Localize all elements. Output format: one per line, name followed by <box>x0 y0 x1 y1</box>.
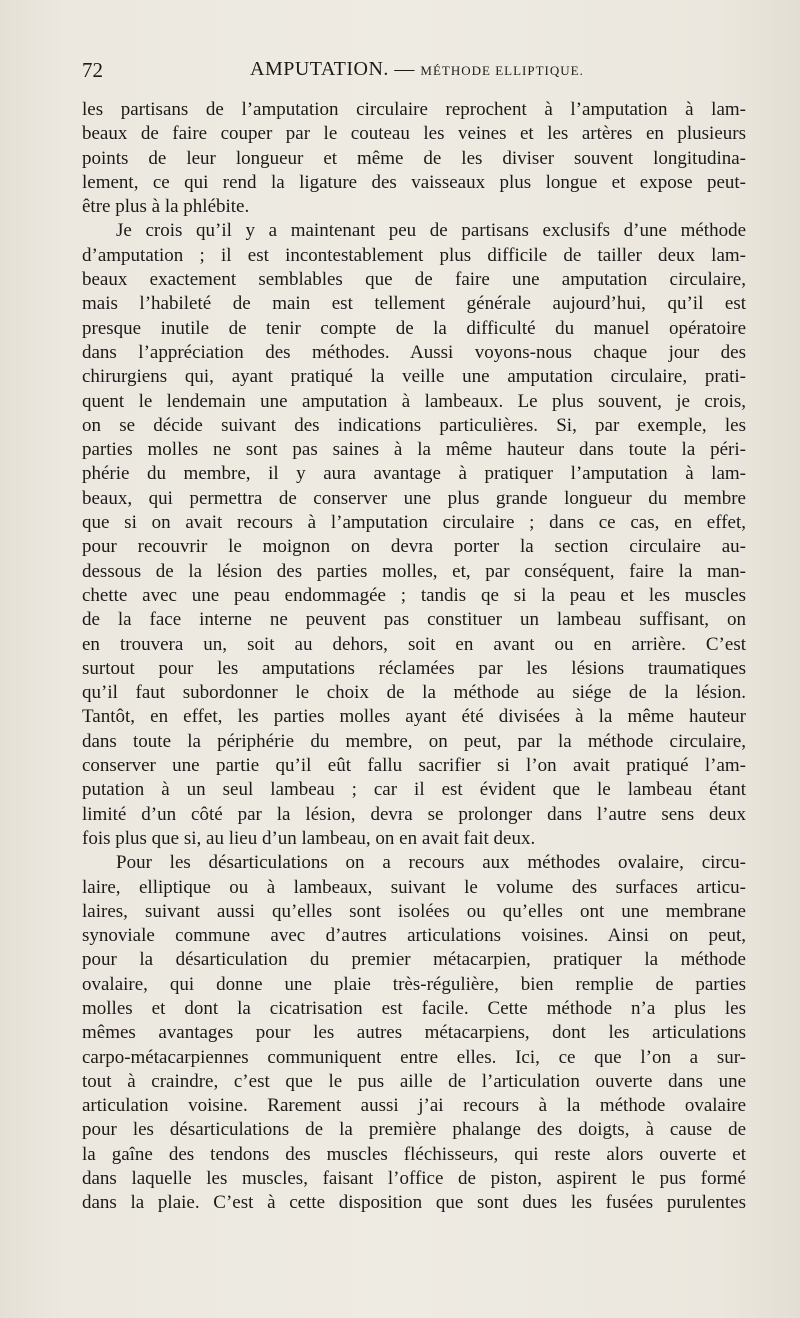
text-line: chirurgiens qui, ayant pratiqué la veille une amputation circulaire, prati- <box>82 366 746 388</box>
text-line: qu’il faut subordonner le choix de la méthode au siége de la lésion. <box>82 682 746 704</box>
text-line: dans laquelle les muscles, faisant l’office de piston, aspirent le pus formé <box>82 1168 746 1190</box>
text-line: dans la plaie. C’est à cette disposition que sont dues les fusées purulentes <box>82 1192 746 1214</box>
text-line: laires, suivant aussi qu’elles sont isolées ou qu’elles ont une membrane <box>82 900 746 922</box>
page-number: 72 <box>82 58 103 82</box>
text-line: chette avec une peau endommagée ; tandis qe si la peau et les muscles <box>82 584 746 606</box>
text-line: beaux, qui permettra de conserver une plus grande longueur du membre <box>82 487 746 509</box>
text-line: points de leur longueur et même de les diviser souvent longitudina- <box>82 147 746 169</box>
text-line: Tantôt, en effet, les parties molles ayant été divisées à la même hauteur <box>82 706 746 728</box>
text-line: d’amputation ; il est incontestablement plus difficile de tailler deux lam- <box>82 244 746 266</box>
text-line: que si on avait recours à l’amputation circulaire ; dans ce cas, en effet, <box>82 512 746 534</box>
text-line: presque inutile de tenir compte de la difficulté du manuel opératoire <box>82 317 746 339</box>
text-line: tout à craindre, c’est que le pus aille de l’articulation ouverte dans une <box>82 1070 746 1092</box>
text-line: quent le lendemain une amputation à lambeaux. Le plus souvent, je crois, <box>82 390 746 412</box>
text-line: on se décide suivant des indications particulières. Si, par exemple, les <box>82 414 746 436</box>
text-line: beaux exactement semblables que de faire une amputation circulaire, <box>82 269 746 291</box>
text-line: surtout pour les amputations réclamées par les lésions traumatiques <box>82 657 746 679</box>
text-line: conserver une partie qu’il eût fallu sacrifier si l’on avait pratiqué l’am- <box>82 755 746 777</box>
text-line: fois plus que si, au lieu d’un lambeau, on en avait fait deux. <box>82 827 536 849</box>
text-line: lement, ce qui rend la ligature des vaisseaux plus longue et expose peut- <box>82 171 746 193</box>
text-line: être plus à la phlébite. <box>82 196 250 218</box>
text-line: articulation voisine. Rarement aussi j’ai recours à la méthode ovalaire <box>82 1095 746 1117</box>
running-title <box>250 58 584 81</box>
text-line: phérie du membre, il y aura avantage à pratiquer l’amputation à lam- <box>82 463 746 485</box>
text-line: carpo-métacarpiennes communiquent entre elles. Ici, ce que l’on a sur- <box>82 1046 746 1068</box>
running-head <box>82 58 746 88</box>
text-line: Pour les désarticulations on a recours aux méthodes ovalaire, circu- <box>116 852 746 874</box>
text-line: laire, elliptique ou à lambeaux, suivant le volume des surfaces articu- <box>82 876 746 898</box>
text-line: Je crois qu’il y a maintenant peu de partisans exclusifs d’une méthode <box>116 220 746 242</box>
text-line: pour les désarticulations de la première phalange des doigts, à cause de <box>82 1119 746 1141</box>
text-line: pour la désarticulation du premier métacarpien, pratiquer la méthode <box>82 949 746 971</box>
chapter-title: AMPUTATION. <box>250 58 389 80</box>
text-line: mêmes avantages pour les autres métacarpiens, dont les articulations <box>82 1022 746 1044</box>
title-separator: — <box>388 58 421 80</box>
text-line: les partisans de l’amputation circulaire reprochent à l’amputation à lam- <box>82 99 746 120</box>
text-line: parties molles ne sont pas saines à la même hauteur dans toute la péri- <box>82 439 746 461</box>
text-line: mais l’habileté de main est tellement générale aujourd’hui, qu’il est <box>82 293 746 315</box>
text-line: la gaîne des tendons des muscles fléchisseurs, qui reste alors ouverte et <box>82 1143 746 1165</box>
text-line: beaux de faire couper par le couteau les veines et les artères en plusieurs <box>82 123 746 145</box>
section-subtitle: MÉTHODE ELLIPTIQUE. <box>420 63 584 78</box>
text-line: de la face interne ne peuvent pas constituer un lambeau suffisant, on <box>82 609 746 631</box>
text-line: en trouvera un, soit au dehors, soit en avant ou en arrière. C’est <box>82 633 746 655</box>
text-line: synoviale commune avec d’autres articulations voisines. Ainsi on peut, <box>82 925 746 947</box>
text-line: pour recouvrir le moignon on devra porter la section circulaire au- <box>82 536 746 558</box>
text-line: ovalaire, qui donne une plaie très-régulière, bien remplie de parties <box>82 973 746 995</box>
text-line: limité d’un côté par la lésion, devra se prolonger dans l’autre sens deux <box>82 803 746 825</box>
text-line: dans toute la périphérie du membre, on peut, par la méthode circulaire, <box>82 730 746 752</box>
text-line: molles et dont la cicatrisation est facile. Cette méthode n’a plus les <box>82 997 746 1019</box>
text-line: dessous de la lésion des parties molles, et, par conséquent, faire la man- <box>82 560 746 582</box>
body-text <box>82 98 746 1216</box>
text-line: putation à un seul lambeau ; car il est évident que le lambeau étant <box>82 779 746 801</box>
text-line: dans l’appréciation des méthodes. Aussi voyons-nous chaque jour des <box>82 341 746 363</box>
